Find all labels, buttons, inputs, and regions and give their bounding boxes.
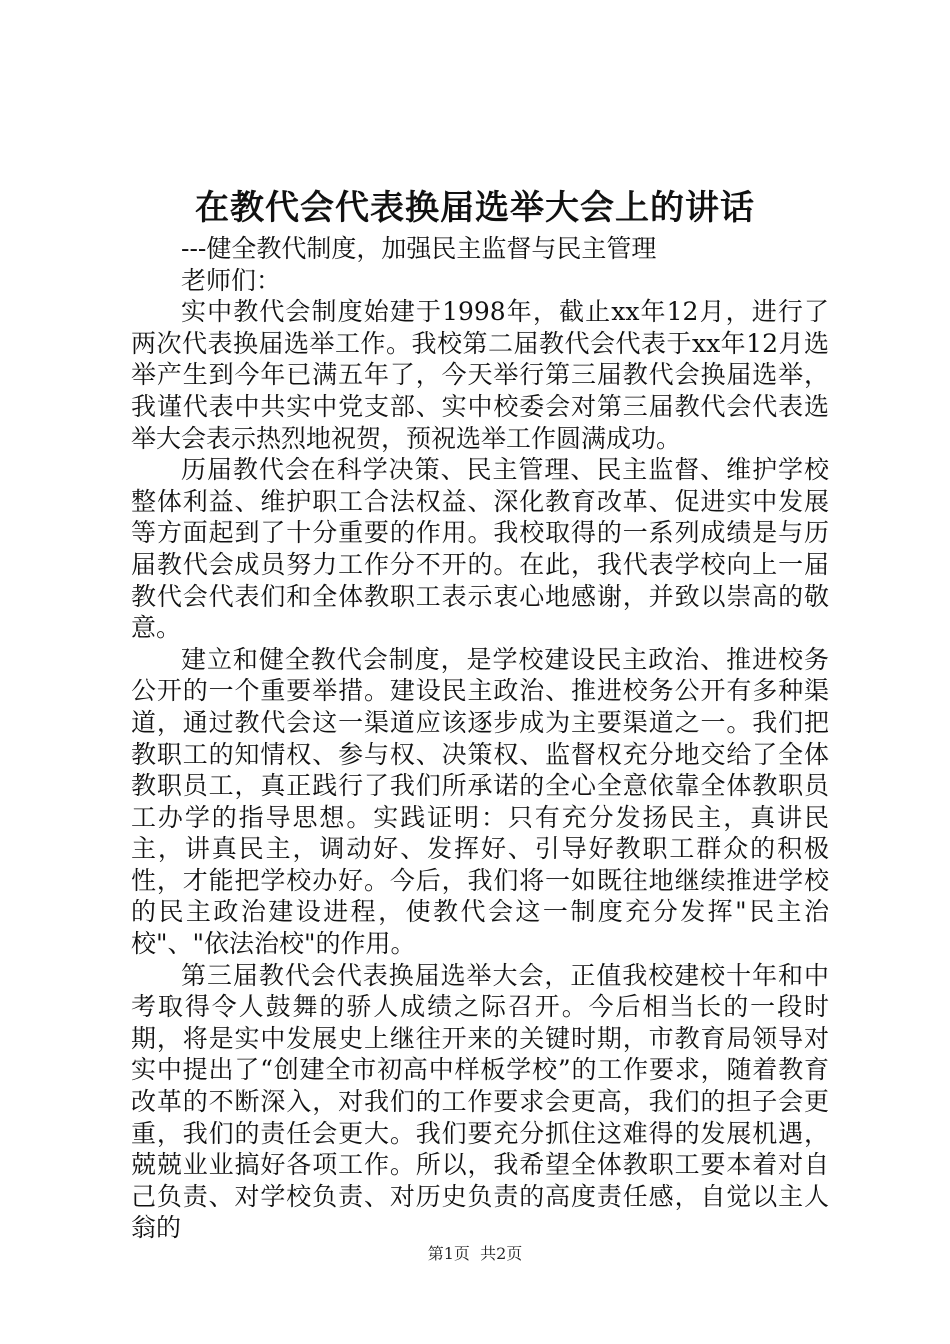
- page-total: 共2页: [480, 1244, 523, 1263]
- paragraph: 建立和健全教代会制度，是学校建设民主政治、推进校务公开的一个重要举措。建设民主政治、推进校务公开有多种渠道，通过教代会这一渠道应该逐步成为主要渠道之一。我们把教职工的知情权、参与权、决策权、监督权充分地交给了全体教职员工，真正践行了我们所承诺的全心全意依靠全体教职员工办学的指导思想。实践证明：只有充分发扬民主，真讲民主，讲真民主，调动好、发挥好、引导好教职工群众的积极性，才能把学校办好。今后，我们将一如既往地继续推进学校的民主政治建设进程，使教代会这一制度充分发挥"民主治校"、"依法治校"的作用。: [131, 644, 829, 959]
- paragraph: 第三届教代会代表换届选举大会，正值我校建校十年和中考取得令人鼓舞的骄人成绩之际召开。今后相当长的一段时期，将是实中发展史上继往开来的关键时期，市教育局领导对实中提出了“创建全市初高中样板学校”的工作要求，随着教育改革的不断深入，对我们的工作要求会更高，我们的担子会更重，我们的责任会更大。我们要充分抓住这难得的发展机遇，兢兢业业搞好各项工作。所以，我希望全体教职工要本着对自己负责、对学校负责、对历史负责的高度责任感，自觉以主人翁的: [131, 960, 829, 1243]
- page-footer: [0, 1243, 950, 1265]
- page-number: 第1页: [427, 1244, 470, 1263]
- salutation: 老师们：: [181, 265, 282, 295]
- subtitle: ---健全教代制度，加强民主监督与民主管理: [181, 234, 657, 263]
- paragraph: 历届教代会在科学决策、民主管理、民主监督、维护学校整体利益、维护职工合法权益、深化教育改革、促进实中发展等方面起到了十分重要的作用。我校取得的一系列成绩是与历届教代会成员努力工作分不开的。在此，我代表学校向上一届教代会代表们和全体教职工表示衷心地感谢，并致以崇高的敬意。: [131, 455, 829, 643]
- paragraph: 实中教代会制度始建于1998年，截止xx年12月，进行了两次代表换届选举工作。我校第二届教代会代表于xx年12月选举产生到今年已满五年了，今天举行第三届教代会换届选举，我谨代表中共实中党支部、实中校委会对第三届教代会代表选举大会表示热烈地祝贺，预祝选举工作圆满成功。: [131, 297, 829, 453]
- document-body: [131, 233, 829, 1244]
- document-title: 在教代会代表换届选举大会上的讲话: [195, 188, 755, 228]
